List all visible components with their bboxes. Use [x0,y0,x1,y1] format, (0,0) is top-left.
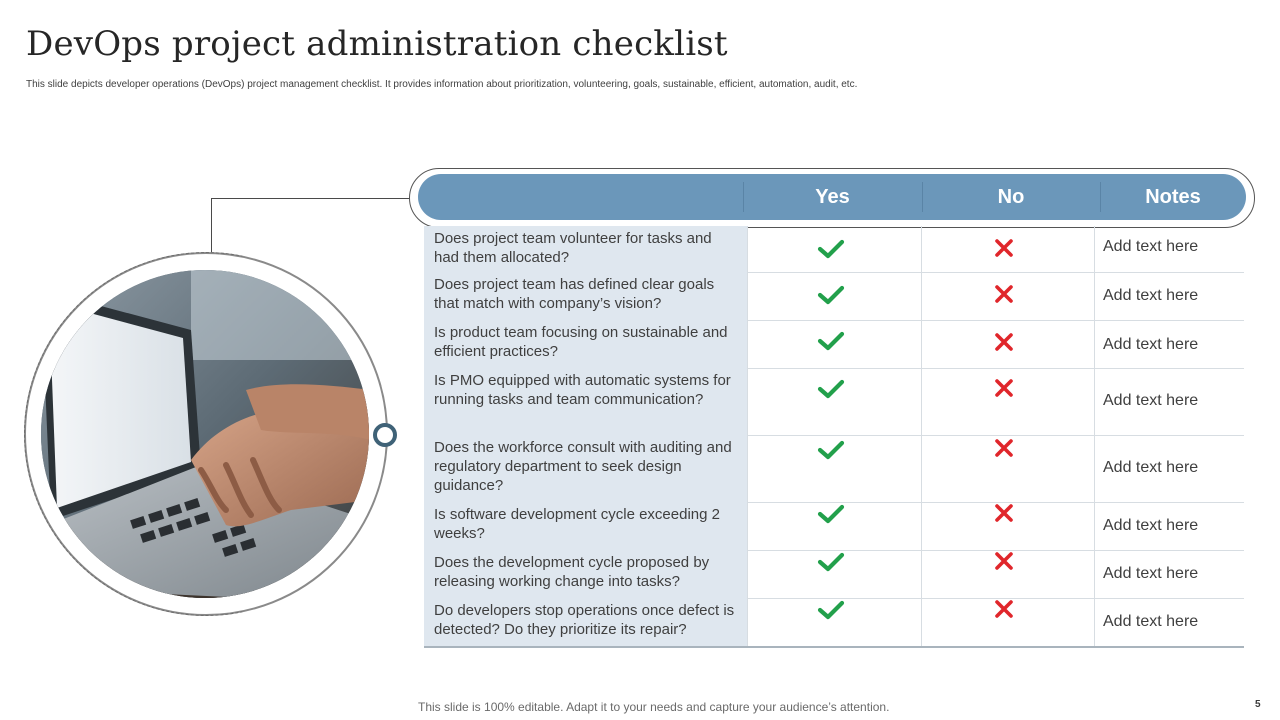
cross-icon [989,550,1019,574]
notes-cell[interactable]: Add text here [1103,287,1199,304]
cross-icon [989,237,1019,261]
notes-cell[interactable]: Add text here [1103,565,1199,582]
question-cell: Is software development cycle exceeding 2 weeks? [424,502,747,550]
check-icon [816,329,846,353]
cross-icon [989,502,1019,526]
table-row [424,272,1244,321]
notes-cell[interactable]: Add text here [1103,517,1199,534]
table-row [424,226,1244,273]
table-row [424,368,1244,436]
column-divider [1094,598,1095,646]
table-row [424,320,1244,369]
check-icon [816,377,846,401]
column-divider [747,226,748,272]
check-icon [816,502,846,526]
question-cell: Does the workforce consult with auditing and regulatory department to seek design guidance? [424,435,747,502]
column-divider [747,320,748,368]
check-icon [816,283,846,307]
check-icon [816,438,846,462]
question-cell: Is product team focusing on sustainable and efficient practices? [424,320,747,368]
table-row [424,598,1244,648]
question-cell: Does project team has defined clear goals that match with company’s vision? [424,272,747,320]
cross-icon [989,437,1019,461]
slide-title: DevOps project administration checklist [26,24,728,64]
connector-line [211,198,411,199]
column-divider [1094,226,1095,272]
notes-cell[interactable]: Add text here [1103,336,1199,353]
header-notes: Notes [1145,186,1201,208]
column-divider [1094,272,1095,320]
column-divider [1094,502,1095,550]
column-divider [747,502,748,550]
laptop-typing-photo [41,270,369,598]
notes-cell[interactable]: Add text here [1103,392,1199,409]
connector-knob [373,423,397,447]
cross-icon [989,377,1019,401]
column-divider [921,368,922,435]
check-icon [816,237,846,261]
column-divider [1094,368,1095,435]
column-divider [747,272,748,320]
question-cell: Is PMO equipped with automatic systems for running tasks and team communication? [424,368,747,435]
question-cell: Do developers stop operations once defect is detected? Do they prioritize its repair? [424,598,747,646]
column-divider [747,368,748,435]
check-icon [816,598,846,622]
notes-cell[interactable]: Add text here [1103,459,1199,476]
column-divider [921,550,922,598]
column-divider [921,598,922,646]
question-cell: Does project team volunteer for tasks and had them allocated? [424,226,747,272]
column-divider [921,435,922,502]
laptop-photo-illustration [41,270,369,598]
table-row [424,502,1244,551]
column-divider [921,272,922,320]
column-divider [1094,435,1095,502]
column-divider [1094,320,1095,368]
column-divider [921,320,922,368]
notes-cell[interactable]: Add text here [1103,613,1199,630]
cross-icon [989,283,1019,307]
notes-cell[interactable]: Add text here [1103,238,1199,255]
checklist-table [409,168,1255,648]
column-divider [747,435,748,502]
cross-icon [989,598,1019,622]
slide-footer: This slide is 100% editable. Adapt it to your needs and capture your audience’s attention. [418,700,890,714]
slide-subtitle: This slide depicts developer operations (DevOps) project management checklist. It provides information about prioritization, volunteering, goals, sustainable, efficient, automation, audit, etc. [26,79,858,90]
header-no: No [997,186,1025,208]
column-divider [921,226,922,272]
table-row [424,550,1244,599]
column-divider [747,550,748,598]
column-divider [1094,550,1095,598]
header-yes: Yes [815,186,850,208]
page-number: 5 [1255,699,1261,710]
column-divider [921,502,922,550]
question-cell: Does the development cycle proposed by releasing working change into tasks? [424,550,747,598]
cross-icon [989,331,1019,355]
check-icon [816,550,846,574]
table-row [424,435,1244,503]
connector-line-vertical [211,198,212,252]
column-divider [747,598,748,646]
